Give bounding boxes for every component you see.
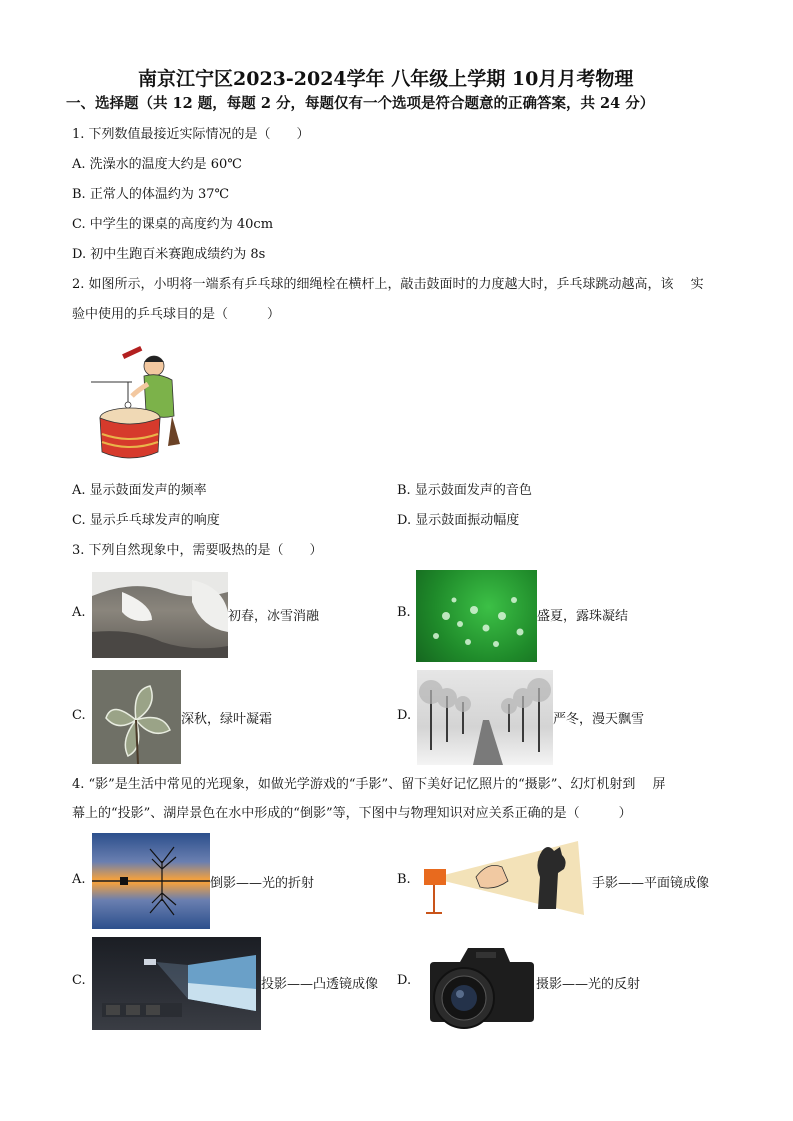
q2-option-a: A. 显示鼓面发声的频率 bbox=[72, 483, 207, 498]
q3-option-c-letter: C. bbox=[72, 708, 86, 723]
melting-snow-photo bbox=[92, 572, 228, 658]
q1-option-d: D. 初中生跑百米赛跑成绩约为 8s bbox=[72, 247, 266, 262]
q1-option-b: B. 正常人的体温约为 37℃ bbox=[72, 187, 230, 202]
q3-option-d-letter: D. bbox=[397, 708, 412, 723]
q1-stem: 1. 下列数值最接近实际情况的是（ ） bbox=[72, 127, 310, 142]
projector-room-photo bbox=[92, 937, 261, 1030]
q2-stem-line2: 验中使用的乒乓球目的是（ ） bbox=[72, 307, 281, 322]
q3-option-b-letter: B. bbox=[397, 605, 411, 620]
q3-option-c-text: 深秋，绿叶凝霜 bbox=[181, 712, 273, 727]
q4-option-a-text: 倒影——光的折射 bbox=[210, 876, 315, 891]
q4-stem-line1: 4. “影”是生活中常见的光现象，如做光学游戏的“手影”、留下美好记忆照片的“摄影”、幻灯机射到 屏 bbox=[72, 777, 666, 792]
hand-shadow-image bbox=[418, 837, 588, 919]
q3-option-a-letter: A. bbox=[72, 605, 86, 620]
q4-option-d-letter: D. bbox=[397, 973, 412, 988]
dew-drops-photo bbox=[416, 570, 537, 662]
q4-option-b-text: 手影——平面镜成像 bbox=[592, 876, 710, 891]
camera-photo bbox=[418, 936, 536, 1032]
q3-stem: 3. 下列自然现象中，需要吸热的是（ ） bbox=[72, 543, 323, 558]
q2-option-b: B. 显示鼓面发声的音色 bbox=[397, 483, 532, 498]
page-title: 南京江宁区2023-2024学年 八年级上学期 10月月考物理 bbox=[138, 68, 634, 90]
tree-reflection-photo bbox=[92, 833, 210, 929]
frost-leaves-photo bbox=[92, 670, 181, 764]
q4-option-c-text: 投影——凸透镜成像 bbox=[261, 977, 379, 992]
q3-option-d-text: 严冬，漫天飘雪 bbox=[553, 712, 645, 727]
q4-option-a-letter: A. bbox=[72, 872, 86, 887]
q4-stem-line2: 幕上的“投影”、湖岸景色在水中形成的“倒影”等，下图中与物理知识对应关系正确的是（ ） bbox=[72, 806, 632, 821]
drum-illustration bbox=[88, 340, 188, 465]
q3-option-a-text: 初春，冰雪消融 bbox=[228, 609, 320, 624]
q1-option-a: A. 洗澡水的温度大约是 60℃ bbox=[72, 157, 242, 172]
q4-option-c-letter: C. bbox=[72, 973, 86, 988]
q4-option-d-text: 摄影——光的反射 bbox=[536, 977, 641, 992]
snowy-road-photo bbox=[417, 670, 553, 765]
q2-option-c: C. 显示乒乓球发声的响度 bbox=[72, 513, 220, 528]
q1-option-c: C. 中学生的课桌的高度约为 40cm bbox=[72, 217, 274, 232]
q2-option-d: D. 显示鼓面振动幅度 bbox=[397, 513, 520, 528]
q4-option-b-letter: B. bbox=[397, 872, 411, 887]
q3-option-b-text: 盛夏，露珠凝结 bbox=[537, 609, 629, 624]
section-heading: 一、选择题（共 12 题，每题 2 分，每题仅有一个选项是符合题意的正确答案，共 24 分） bbox=[66, 95, 655, 112]
q2-stem-line1: 2. 如图所示，小明将一端系有乒乓球的细绳栓在横杆上，敲击鼓面时的力度越大时，乒乓球跳动越高，该 实 bbox=[72, 277, 704, 292]
